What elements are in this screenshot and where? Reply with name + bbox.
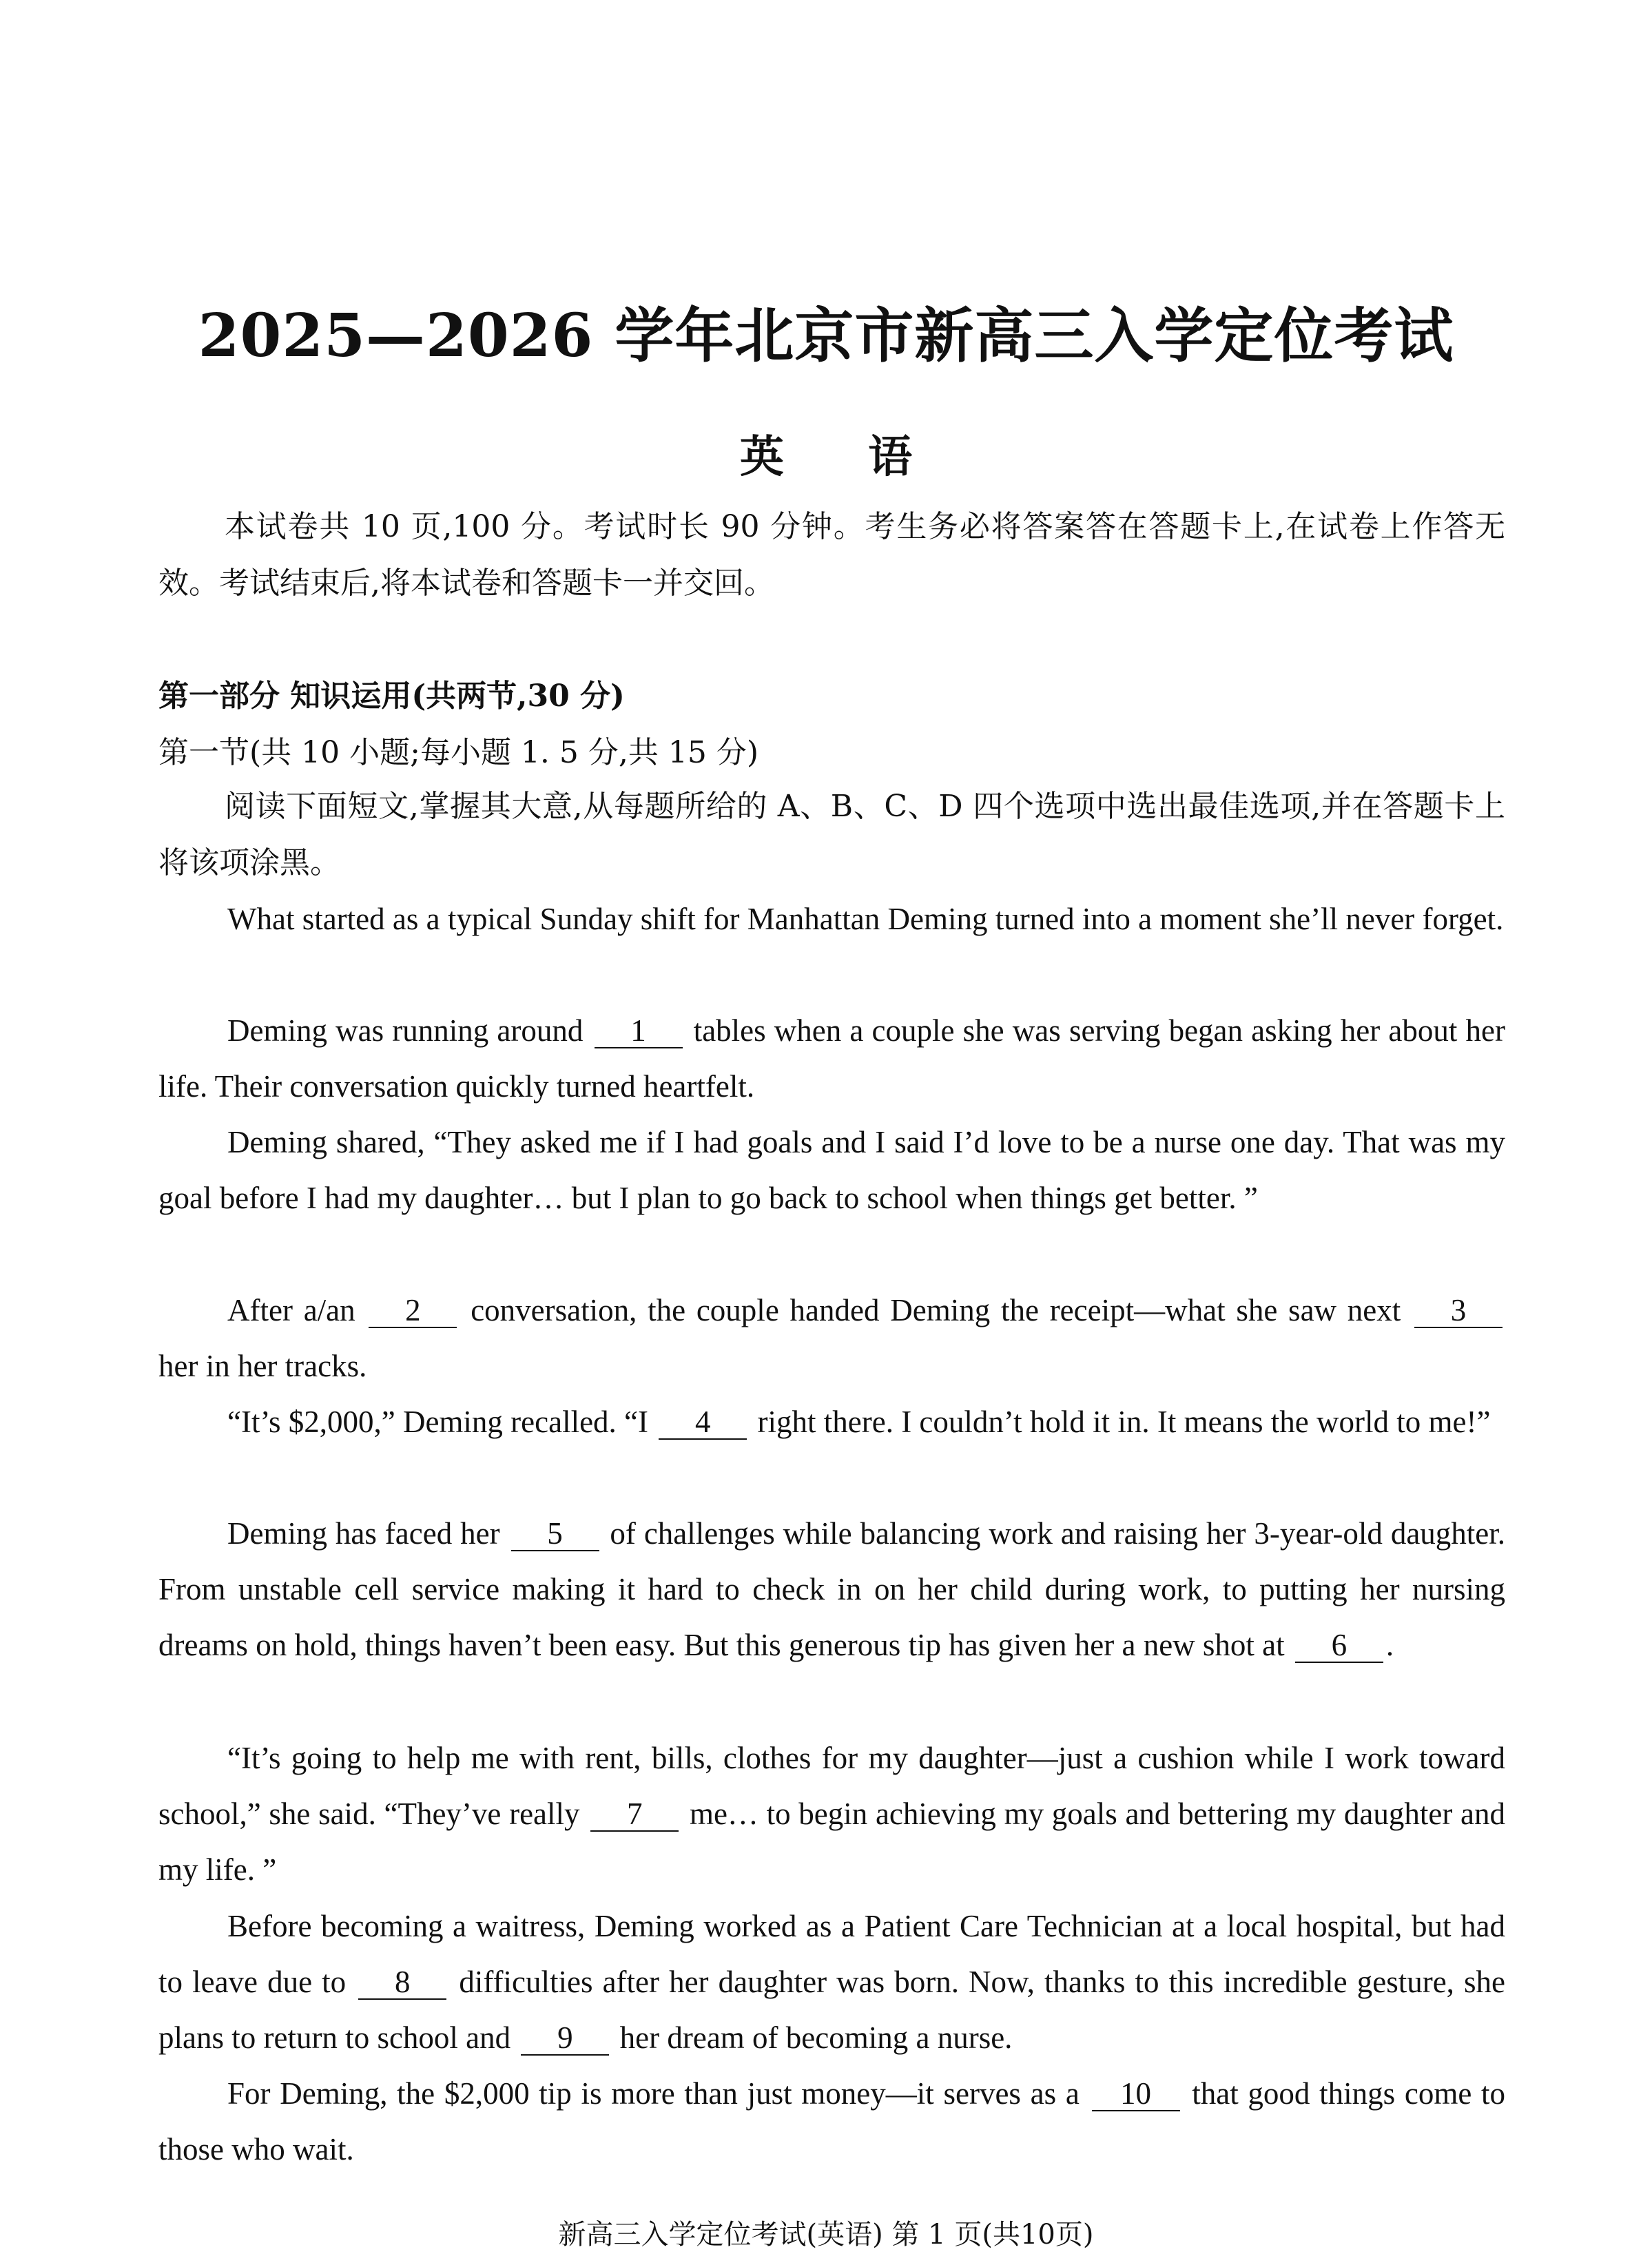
- passage-paragraph: “It’s $2,000,” Deming recalled. “I 4 right there. I couldn’t hold it in. It means the world to me!”: [227, 1405, 1491, 1439]
- blank-2: 2: [369, 1294, 457, 1328]
- blank-1: 1: [595, 1014, 683, 1048]
- passage-paragraph: After a/an 2 conversation, the couple handed Deming the receipt—what she saw next 3 her in her tracks.: [158, 1283, 1505, 1394]
- blank-8: 8: [358, 1965, 446, 2000]
- passage-paragraph: For Deming, the $2,000 tip is more than just money—it serves as a 10 that good things come to those who wait.: [158, 2076, 1506, 2166]
- part-one-heading: 第一部分 知识运用(共两节,30 分): [158, 679, 625, 714]
- blank-3: 3: [1414, 1294, 1503, 1328]
- subject-title: 英 语: [739, 431, 913, 483]
- blank-9: 9: [521, 2021, 609, 2056]
- exam-title: 2025—2026 学年北京市新高三入学定位考试: [198, 301, 1454, 371]
- passage-paragraph: Deming has faced her 5 of challenges while balancing work and raising her 3-year-old daughter. From unstable cell service making it hard to check in on her child during work, to putting her nursing dreams on hold, things haven’t been easy. But this generous tip has given her a new shot at 6 .: [158, 1516, 1506, 1662]
- passage-paragraph: Deming shared, “They asked me if I had goals and I said I’d love to be a nurse one day. That was my goal before I had my daughter… but I plan to go back to school when things get better. ”: [158, 1125, 1505, 1215]
- exam-instructions: 本试卷共 10 页,100 分。考试时长 90 分钟。考生务必将答案答在答题卡上,在试卷上作答无效。考试结束后,将本试卷和答题卡一并交回。: [158, 509, 1505, 601]
- blank-5: 5: [511, 1517, 599, 1551]
- blank-4: 4: [659, 1405, 747, 1440]
- passage-paragraph: What started as a typical Sunday shift for Manhattan Deming turned into a moment she’ll never forget.: [227, 902, 1504, 936]
- passage-paragraph: “It’s going to help me with rent, bills, clothes for my daughter—just a cushion while I work toward school,” she said. “They’ve really 7 me… to begin achieving my goals and bettering my daughter and my life. ”: [158, 1741, 1506, 1887]
- passage-paragraph: Before becoming a waitress, Deming worked as a Patient Care Technician at a local hospital, but had to leave due to 8 difficulties after her daughter was born. Now, thanks to this incredible gesture, she plans to return to school and 9 her dream of becoming a nurse.: [158, 1909, 1506, 2055]
- passage-paragraph: Deming was running around 1 tables when a couple she was serving began asking her about her life. Their conversation quickly turned heartfelt.: [158, 1013, 1506, 1104]
- section-directions: 阅读下面短文,掌握其大意,从每题所给的 A、B、C、D 四个选项中选出最佳选项,并在答题卡上将该项涂黑。: [158, 789, 1505, 880]
- blank-7: 7: [590, 1797, 679, 1832]
- page-footer: 新高三入学定位考试(英语) 第 1 页(共10页): [558, 2219, 1094, 2251]
- blank-6: 6: [1295, 1628, 1383, 1663]
- blank-10: 10: [1092, 2077, 1180, 2111]
- section-one-heading: 第一节(共 10 小题;每小题 1. 5 分,共 15 分): [158, 735, 758, 770]
